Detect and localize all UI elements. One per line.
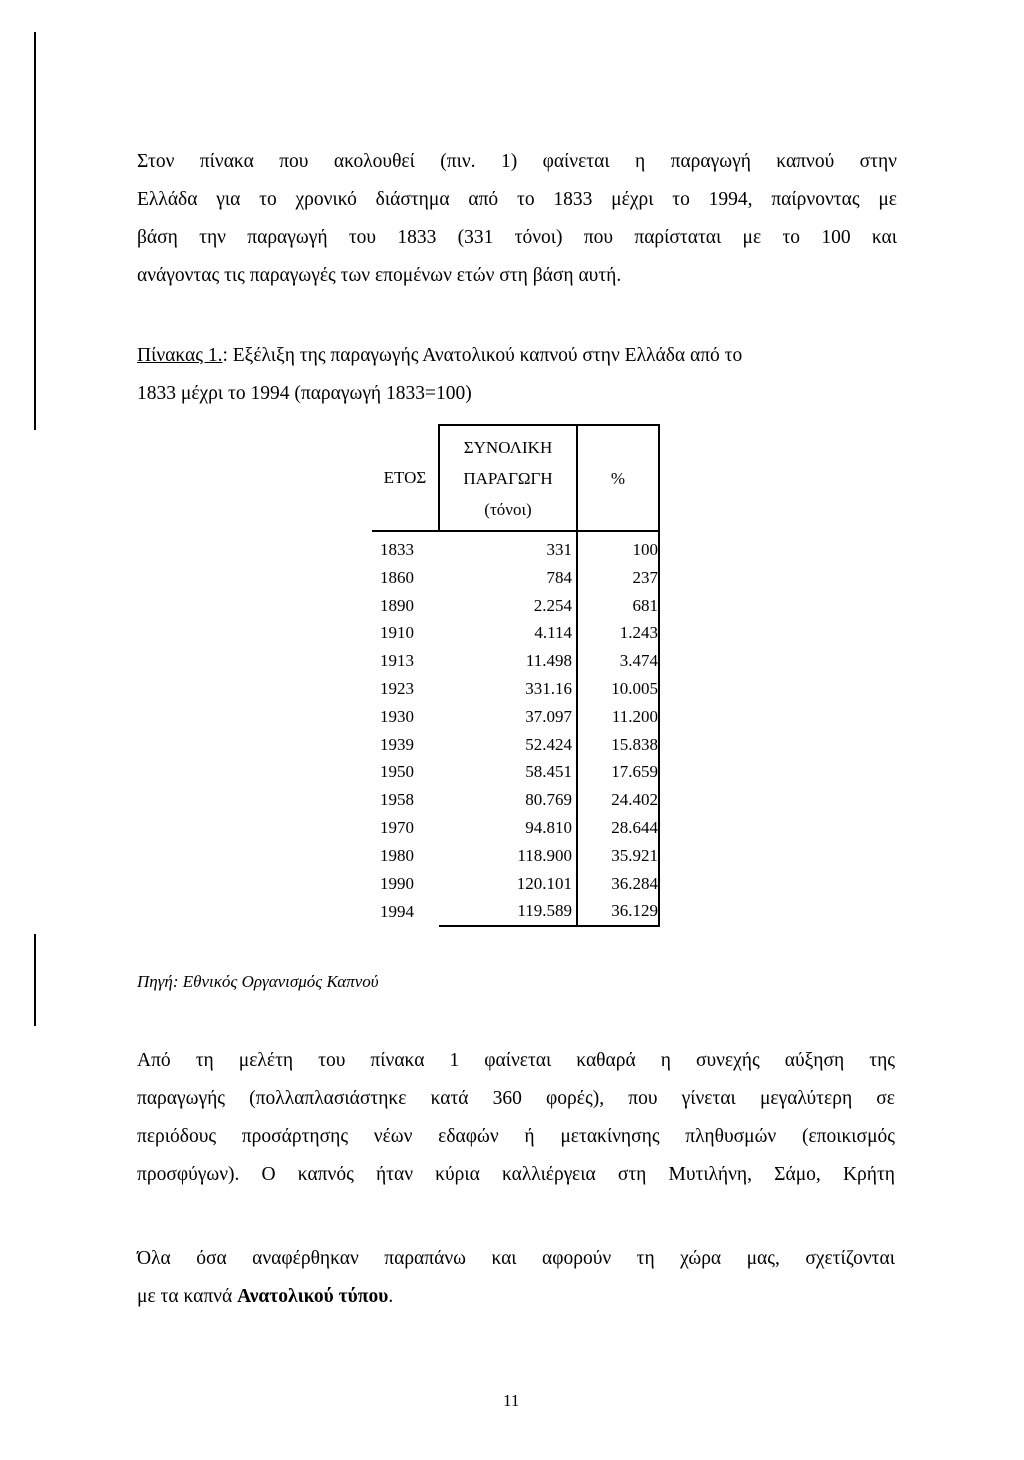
cell-production: 58.451	[439, 758, 577, 786]
intro-line: ανάγοντας τις παραγωγές των επομένων ετών στη βάση αυτή.	[137, 265, 622, 286]
header-production-line: ΠΑΡΑΓΩΓΗ	[463, 468, 553, 488]
table-row	[372, 897, 659, 926]
header-year: ΕΤΟΣ	[372, 425, 439, 531]
cell-production: 118.900	[439, 842, 577, 870]
cell-year: 1860	[380, 567, 414, 587]
margin-rule-top	[34, 32, 36, 430]
table-source: Πηγή: Εθνικός Οργανισμός Καπνού	[137, 972, 379, 991]
cell-percent: 11.200	[577, 703, 659, 731]
cell-year: 1910	[380, 623, 414, 643]
cell-production: 120.101	[439, 870, 577, 898]
table-row	[372, 870, 659, 898]
table-row	[372, 531, 659, 564]
cell-production: 119.589	[439, 897, 577, 926]
table-row	[372, 675, 659, 703]
cell-year: 1939	[380, 734, 414, 754]
cell-percent: 28.644	[577, 814, 659, 842]
cell-percent: 35.921	[577, 842, 659, 870]
header-production-unit: (τόνοι)	[484, 499, 532, 519]
table-row	[372, 786, 659, 814]
cell-percent: 237	[577, 564, 659, 592]
intro-line: Στον πίνακα που ακολουθεί (πιν. 1) φαίνεται η παραγωγή καπνού στην	[137, 151, 897, 172]
cell-percent: 681	[577, 592, 659, 620]
table-header-row	[372, 425, 659, 531]
cell-production: 80.769	[439, 786, 577, 814]
cell-percent: 1.243	[577, 619, 659, 647]
cell-percent: 100	[577, 531, 659, 564]
table-row	[372, 619, 659, 647]
cell-production: 37.097	[439, 703, 577, 731]
cell-year: 1913	[380, 651, 414, 671]
table-row	[372, 592, 659, 620]
margin-rule-bottom	[34, 934, 36, 1026]
closing-line-2	[137, 1278, 895, 1316]
closing-line-1: Όλα όσα αναφέρθηκαν παραπάνω και αφορούν τη χώρα μας, σχετίζονται	[137, 1248, 895, 1269]
intro-paragraph	[137, 143, 897, 295]
cell-percent: 17.659	[577, 758, 659, 786]
analysis-paragraph	[137, 1042, 895, 1194]
cell-production: 52.424	[439, 731, 577, 759]
cell-production: 94.810	[439, 814, 577, 842]
page-number: 11	[503, 1391, 520, 1410]
header-percent: %	[577, 425, 659, 531]
cell-percent: 3.474	[577, 647, 659, 675]
intro-line: Ελλάδα για το χρονικό διάστημα από το 1833 μέχρι το 1994, παίρνοντας με	[137, 189, 897, 210]
analysis-line: περιόδους προσάρτησης νέων εδαφών ή μετακίνησης πληθυσμών (εποικισμός	[137, 1126, 895, 1147]
cell-year: 1980	[380, 845, 414, 865]
cell-year: 1923	[380, 678, 414, 698]
cell-production: 11.498	[439, 647, 577, 675]
caption-text: : Εξέλιξη της παραγωγής Ανατολικού καπνού στην Ελλάδα από το	[222, 345, 743, 366]
table-row	[372, 842, 659, 870]
caption-line-2: 1833 μέχρι το 1994 (παραγωγή 1833=100)	[137, 383, 472, 404]
table-row	[372, 703, 659, 731]
table-body	[372, 531, 659, 926]
cell-percent: 36.284	[577, 870, 659, 898]
cell-year: 1958	[380, 790, 414, 810]
cell-year: 1930	[380, 706, 414, 726]
closing-emphasis: Ανατολικού τύπου	[237, 1286, 389, 1307]
analysis-line: παραγωγής (πολλαπλασιάστηκε κατά 360 φορές), που γίνεται μεγαλύτερη σε	[137, 1088, 895, 1109]
cell-year: 1990	[380, 873, 414, 893]
cell-production: 784	[439, 564, 577, 592]
cell-year: 1970	[380, 817, 414, 837]
cell-percent: 15.838	[577, 731, 659, 759]
caption-line-1	[137, 337, 897, 375]
closing-prefix: με τα καπνά	[137, 1286, 238, 1307]
table-row	[372, 758, 659, 786]
cell-production: 331.16	[439, 675, 577, 703]
cell-year: 1833	[380, 540, 414, 559]
header-production	[439, 425, 577, 531]
cell-year: 1890	[380, 595, 414, 615]
cell-percent: 36.129	[577, 897, 659, 926]
intro-line: βάση την παραγωγή του 1833 (331 τόνοι) που παρίσταται με το 100 και	[137, 227, 897, 248]
cell-production: 4.114	[439, 619, 577, 647]
table-caption	[137, 337, 897, 413]
header-production-line: ΣΥΝΟΛΙΚΗ	[463, 437, 553, 457]
caption-label: Πίνακας 1.	[137, 345, 223, 366]
cell-year: 1994	[380, 901, 414, 921]
cell-production: 2.254	[439, 592, 577, 620]
cell-percent: 24.402	[577, 786, 659, 814]
table-row	[372, 731, 659, 759]
closing-suffix: .	[388, 1286, 394, 1307]
cell-percent: 10.005	[577, 675, 659, 703]
production-table	[372, 424, 660, 927]
cell-year: 1950	[380, 762, 414, 782]
analysis-line: Από τη μελέτη του πίνακα 1 φαίνεται καθαρά η συνεχής αύξηση της	[137, 1050, 895, 1071]
table-row	[372, 647, 659, 675]
cell-production: 331	[439, 531, 577, 564]
table-row	[372, 564, 659, 592]
closing-paragraph	[137, 1240, 895, 1316]
analysis-line: προσφύγων). Ο καπνός ήταν κύρια καλλιέργεια στη Μυτιλήνη, Σάμο, Κρήτη	[137, 1164, 895, 1185]
table-row	[372, 814, 659, 842]
